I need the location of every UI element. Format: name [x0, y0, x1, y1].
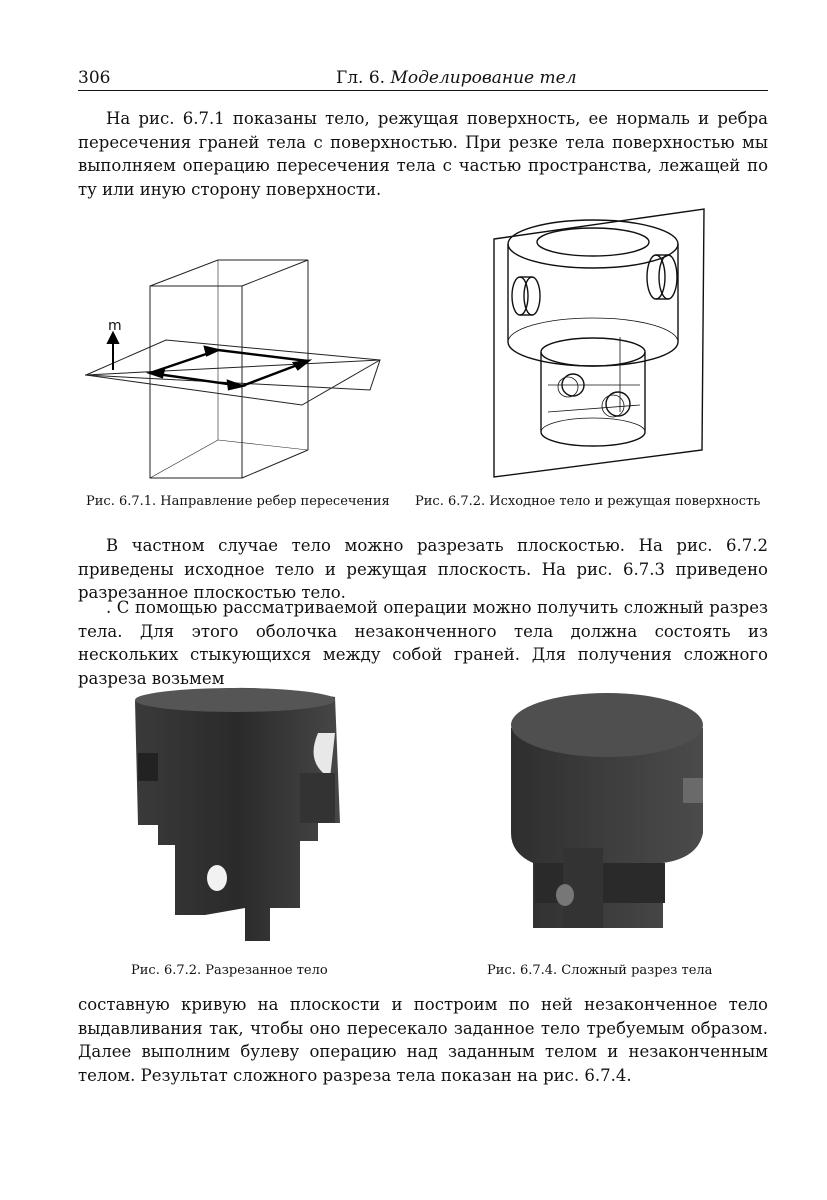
figure-6-7-3: [130, 683, 345, 945]
paragraph-4: составную кривую на плоскости и построим по ней незаконченное тело выдавливания так, чтобы оно пересекало заданное тело требуемым образом. Далее выполним булеву операцию над заданным телом и незаконченным телом. Результат сложного разреза тела показан на рис. 6.7.4.: [78, 995, 768, 1085]
running-title: [336, 68, 577, 88]
figure-6-7-2: [490, 207, 710, 482]
paragraph-1: На рис. 6.7.1 показаны тело, режущая поверхность, ее нормаль и ребра пересечения граней тела с поверхностью. При резке тела поверхностью мы выполняем операцию пересечения тела с частью пространства, лежащей по ту или иную сторону поверхности.: [78, 109, 768, 199]
caption-fig-6-7-4: Рис. 6.7.4. Сложный разрез тела: [487, 963, 713, 978]
caption-fig-6-7-3: Рис. 6.7.2. Разрезанное тело: [131, 963, 328, 978]
chapter-title: Моделирование тел: [390, 68, 577, 88]
paragraph-2: В частном случае тело можно разрезать плоскостью. На рис. 6.7.2 приведены исходное тело и режущая плоскость. На рис. 6.7.3 приведено разрезанное плоскостью тело.: [78, 536, 768, 602]
figure-6-7-1-drawing: [80, 255, 390, 485]
normal-label: m: [108, 318, 122, 334]
paragraph-3: . С помощью рассматриваемой операции можно получить сложный разрез тела. Для этого оболочка незаконченного тела должна состоять из нескольких стыкующихся между собой граней. Для получения сложного разреза возьмем: [78, 598, 768, 688]
running-header: [78, 66, 768, 91]
figure-6-7-1: [80, 255, 390, 485]
caption-fig-6-7-1: Рис. 6.7.1. Направление ребер пересечения: [86, 494, 390, 509]
figure-6-7-4: [503, 683, 708, 938]
figure-6-7-3-render: [130, 683, 345, 945]
chapter-number: Гл. 6.: [336, 68, 386, 88]
figure-6-7-2-drawing: [490, 207, 710, 482]
caption-fig-6-7-2: Рис. 6.7.2. Исходное тело и режущая поверхность: [415, 494, 761, 509]
figure-6-7-4-render: [503, 683, 708, 938]
page-number: 306: [78, 68, 111, 88]
